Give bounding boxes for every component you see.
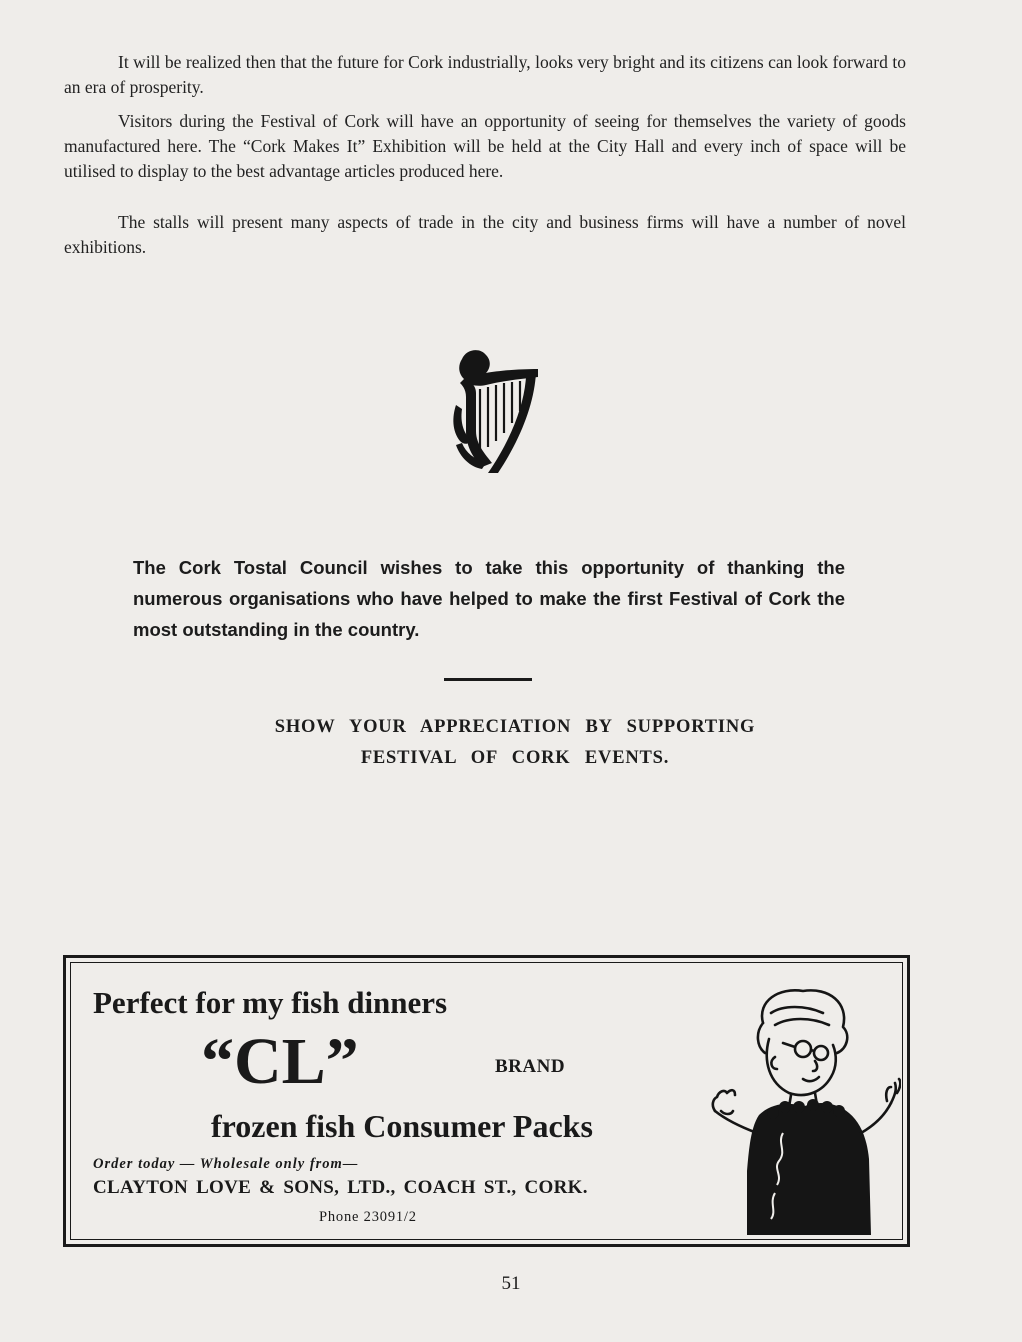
- appeal-line: FESTIVAL OF CORK EVENTS.: [360, 748, 670, 768]
- ad-phone: Phone 23091/2: [319, 1209, 417, 1225]
- woman-illustration-icon: [711, 983, 901, 1235]
- body-paragraph: The stalls will present many aspects of trade in the city and business firms will have a number of novel exhibitions.: [64, 212, 906, 257]
- advertisement-inner-border: [70, 962, 903, 1240]
- ad-brand-suffix: BRAND: [495, 1056, 566, 1077]
- ad-order-line: Order today — Wholesale only from—: [93, 1156, 359, 1172]
- advertisement: [63, 955, 910, 1247]
- thanks-message: The Cork Tostal Council wishes to take this opportunity of thanking the numerous organisations who have helped to make the first Festival of Cork the most outstanding in the country.: [133, 557, 845, 640]
- page-number: 51: [501, 1273, 521, 1294]
- ad-company: CLAYTON LOVE & SONS, LTD., COACH ST., CORK.: [93, 1177, 588, 1198]
- harp-emblem-icon: [446, 345, 546, 475]
- ad-headline: Perfect for my fish dinners: [93, 985, 448, 1020]
- ad-brand: “CL”: [201, 1025, 359, 1098]
- ad-product: frozen fish Consumer Packs: [211, 1108, 593, 1144]
- appeal-line: SHOW YOUR APPRECIATION BY SUPPORTING: [274, 717, 756, 737]
- body-paragraph: Visitors during the Festival of Cork will have an opportunity of seeing for themselves the variety of goods manufactured here. The “Cork Makes It” Exhibition will be held at the City Hall and every inch of space will be utilised to display to the best advantage articles produced here.: [64, 111, 906, 181]
- divider: [444, 678, 532, 681]
- appeal-message: [150, 712, 880, 774]
- body-paragraph: It will be realized then that the future for Cork industrially, looks very bright and its citizens can look forward to an era of prosperity.: [64, 52, 906, 97]
